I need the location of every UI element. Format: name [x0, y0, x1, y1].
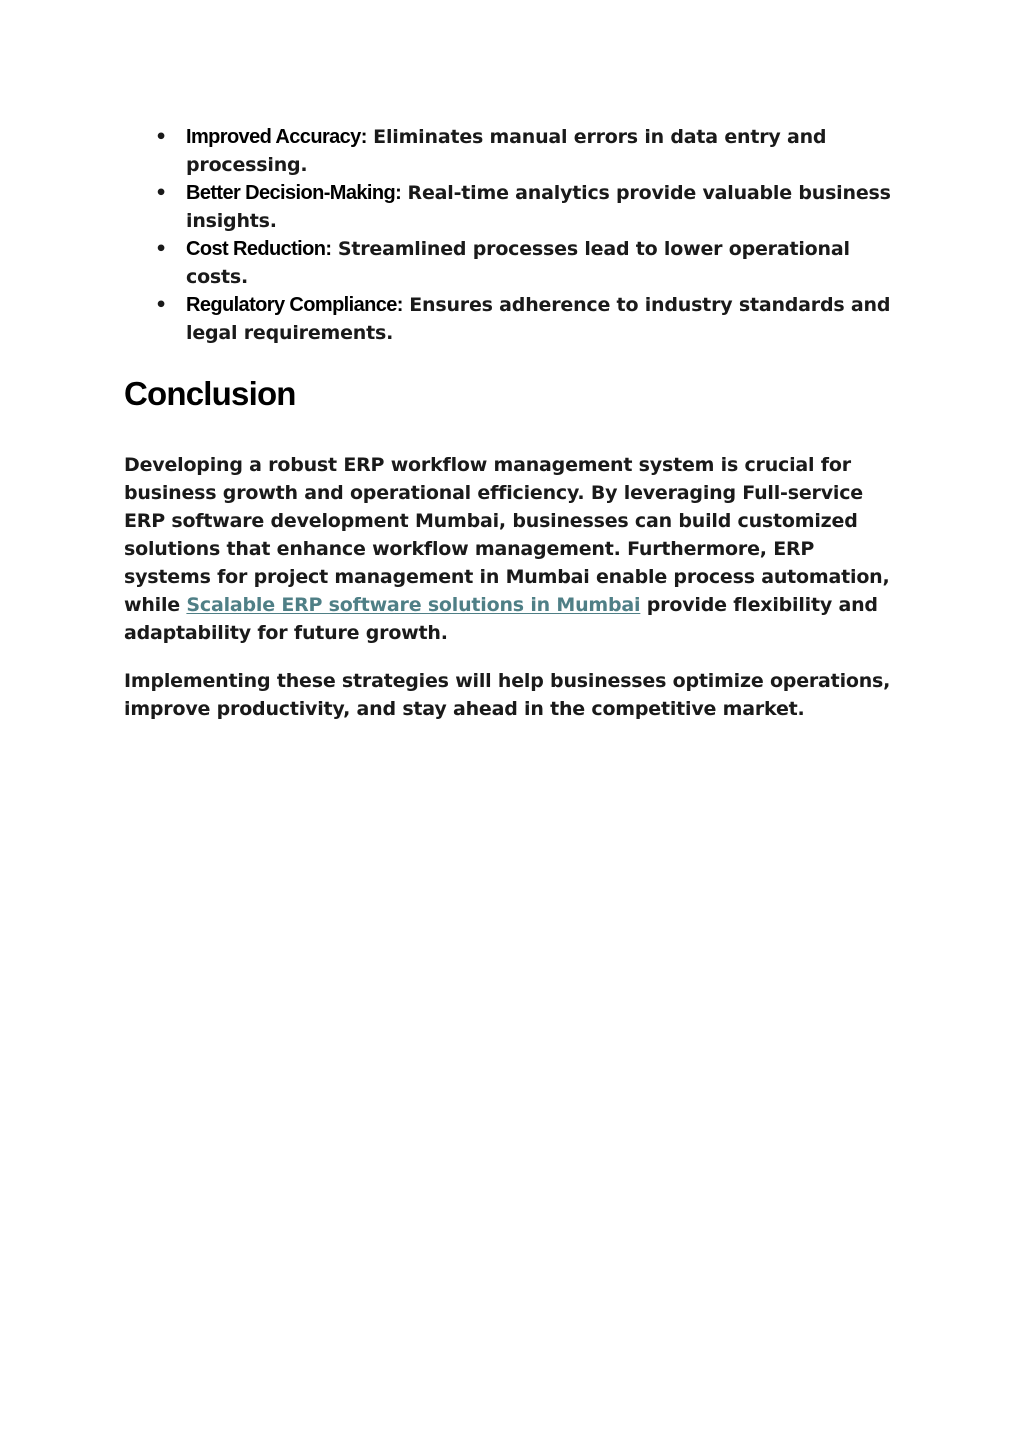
scalable-erp-link[interactable]: Scalable ERP software solutions in Mumbai — [186, 594, 641, 616]
list-item — [124, 291, 904, 347]
paragraph-text: provide flexibility and adaptability for future growth. — [124, 594, 878, 644]
list-item — [124, 179, 904, 235]
list-item — [124, 123, 904, 179]
benefit-description: Real-time analytics provide valuable business insights. — [186, 182, 891, 232]
benefits-list — [124, 123, 904, 347]
bullet-icon: • — [155, 126, 167, 148]
benefit-term: Improved Accuracy: — [186, 126, 367, 148]
closing-paragraph: Implementing these strategies will help businesses optimize operations, improve productivity, and stay ahead in the competitive market. — [124, 670, 891, 720]
conclusion-heading: Conclusion — [124, 375, 296, 412]
paragraph-text: Developing a robust ERP workflow management system is crucial for business growth and operational efficiency. By leveraging Full-service ERP software development Mumbai, businesses can build customized solutions that enhance workflow management. Furthermore, ERP systems for project management in Mumbai enable process automation, while — [124, 454, 890, 616]
benefit-term: Better Decision-Making: — [186, 182, 402, 204]
document-content — [124, 123, 904, 723]
benefit-term: Cost Reduction: — [186, 238, 332, 260]
bullet-icon: • — [155, 238, 167, 260]
list-item — [124, 235, 904, 291]
benefit-description: Eliminates manual errors in data entry and processing. — [186, 126, 827, 176]
conclusion-paragraph — [124, 451, 904, 647]
benefit-description: Ensures adherence to industry standards and legal requirements. — [186, 294, 891, 344]
benefit-term: Regulatory Compliance: — [186, 294, 403, 316]
bullet-icon: • — [155, 182, 167, 204]
bullet-icon: • — [155, 294, 167, 316]
benefit-description: Streamlined processes lead to lower operational costs. — [186, 238, 850, 288]
